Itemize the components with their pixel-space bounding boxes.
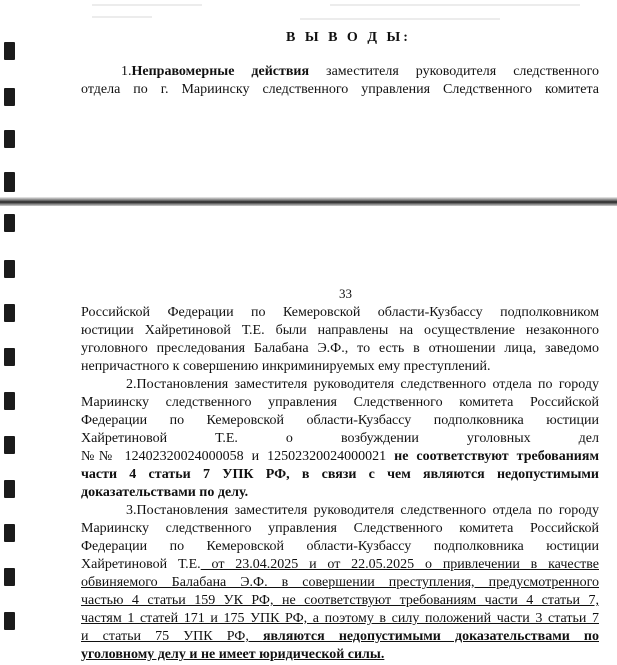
text-line: Хайретиновой Т.Е. от 23.04.2025 и от 22.05.2025 о привлечении в качестве: [81, 557, 599, 572]
text-line: части 4 статьи 7 УПК РФ, в связи с чем являются недопустимыми: [81, 467, 599, 482]
paragraph-1-line-2: отдела по г. Мариинску следственного управления Следственного комитета: [81, 82, 599, 97]
paragraph-2-line-1: 2.Постановления заместителя руководителя следственного отдела по городу: [126, 377, 599, 392]
text-line: Мариинску следственного управления Следственного комитета Российской: [81, 395, 599, 410]
text-line: уголовному делу и не имеет юридической силы.: [81, 647, 385, 662]
conclusions-heading: В Ы В О Д Ы:: [286, 30, 411, 45]
text-line: Мариинску следственного управления Следственного комитета Российской: [81, 521, 599, 536]
page-separator: [0, 197, 617, 206]
bottom-page: [0, 206, 617, 662]
text-line: уголовного преследования Балабана Э.Ф., то есть в отношении лица, заведомо: [81, 341, 599, 356]
text-line: Федерации по Кемеровской области-Кузбассу подполковника юстиции: [81, 539, 599, 554]
text-line: непричастного к совершению инкриминируемых ему преступлений.: [81, 359, 491, 374]
text-line: частям 1 статей 171 и 175 УПК РФ, а поэтому в силу положений части 3 статьи 7: [81, 611, 599, 626]
text-line: №№ 12402320024000058 и 12502320024000021 не соответствуют требованиям: [81, 449, 599, 464]
top-page: [0, 0, 617, 197]
text-line: обвиняемого Балабана Э.Ф. в совершении преступления, предусмотренного: [81, 575, 599, 590]
text-line: Федерации по Кемеровской области-Кузбассу подполковника юстиции: [81, 413, 599, 428]
paragraph-3-line-1: 3.Постановления заместителя руководителя следственного отдела по городу: [126, 503, 599, 518]
text-line: и статьи 75 УПК РФ, являются недопустимыми доказательствами по: [81, 629, 599, 644]
text-line: Хайретиновой Т.Е. о возбуждении уголовных дел: [81, 431, 599, 446]
text-line: Российской Федерации по Кемеровской области-Кузбассу подполковником: [81, 305, 599, 320]
bleed-through-text: [0, 0, 617, 30]
text-line: юстиции Хайретиновой Т.Е. были направлены на осуществление незаконного: [81, 323, 599, 338]
paragraph-1-line-1: 1.Неправомерные действия заместителя руководителя следственного: [121, 64, 599, 79]
text-line: частью 4 статьи 159 УК РФ, не соответствуют требованиям части 4 статьи 7,: [81, 593, 599, 608]
page-number: 33: [339, 286, 352, 301]
text-line: доказательствами по делу.: [81, 485, 249, 500]
